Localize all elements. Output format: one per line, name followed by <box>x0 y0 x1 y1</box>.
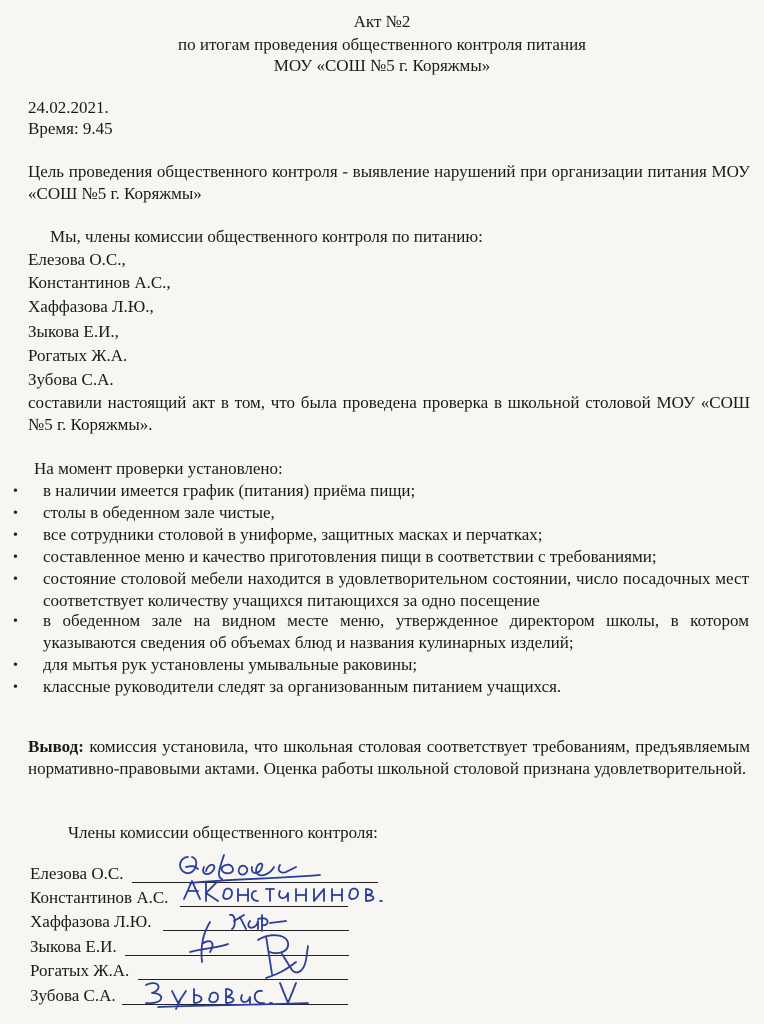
member-3: Хаффазова Л.Ю., <box>28 297 154 316</box>
signer-name-4: Зыкова Е.И. <box>30 937 117 956</box>
finding-item-8: классные руководители следят за организованным питанием учащихся. <box>43 677 562 696</box>
finding-item-6: в обеденном зале на видном месте меню, утвержденное директором школы, в котором указываются сведения об объемах блюд и названия кулинарных изделий; <box>43 611 749 652</box>
commission-statement: составили настоящий акт в том, что была проведена проверка в школьной столовой МОУ «СОШ №5 г. Коряжмы». <box>28 393 750 434</box>
bullet-6: • <box>13 614 18 629</box>
signer-name-1: Елезова О.С. <box>30 864 124 883</box>
document-subtitle: по итогам проведения общественного контроля питания <box>178 35 586 54</box>
bullet-1: • <box>13 484 18 499</box>
document-title: Акт №2 <box>353 12 411 31</box>
signer-name-2: Константинов А.С. <box>30 888 169 907</box>
bullet-2: • <box>13 506 18 521</box>
signatures-heading: Члены комиссии общественного контроля: <box>68 823 378 842</box>
finding-item-1: в наличии имеется график (питания) приёма пищи; <box>43 481 416 500</box>
signature-6 <box>138 975 318 1011</box>
bullet-5: • <box>13 572 18 587</box>
signature-2 <box>180 875 400 909</box>
conclusion-text: комиссия установила, что школьная столовая соответствует требованиям, предъявляемым нормативно-правовыми актами. Оценка работы школьной столовой признана удовлетворительной. <box>28 737 750 778</box>
member-1: Елезова О.С., <box>28 250 126 269</box>
member-5: Рогатых Ж.А. <box>28 346 128 365</box>
signer-name-5: Рогатых Ж.А. <box>30 961 130 980</box>
member-6: Зубова С.А. <box>28 370 114 389</box>
conclusion-label: Вывод: <box>28 737 84 756</box>
document-date: 24.02.2021. <box>28 98 109 117</box>
signer-name-3: Хаффазова Л.Ю. <box>30 912 152 931</box>
finding-item-2: столы в обеденном зале чистые, <box>43 503 275 522</box>
bullet-3: • <box>13 528 18 543</box>
commission-intro: Мы, члены комиссии общественного контроля по питанию: <box>50 227 483 246</box>
conclusion-paragraph <box>28 736 750 780</box>
finding-item-7: для мытья рук установлены умывальные раковины; <box>43 655 418 674</box>
bullet-7: • <box>13 658 18 673</box>
school-name: МОУ «СОШ №5 г. Коряжмы» <box>273 56 491 75</box>
signer-name-6: Зубова С.А. <box>30 986 116 1005</box>
bullet-8: • <box>13 680 18 695</box>
member-4: Зыкова Е.И., <box>28 322 119 341</box>
member-2: Константинов А.С., <box>28 273 171 292</box>
finding-item-5: состояние столовой мебели находится в удовлетворительном состоянии, число посадочных мест соответствует количеству учащихся питающихся за одно посещение <box>43 569 749 610</box>
bullet-4: • <box>13 550 18 565</box>
findings-intro: На момент проверки установлено: <box>34 459 283 478</box>
finding-item-3: все сотрудники столовой в униформе, защитных масках и перчатках; <box>43 525 543 544</box>
purpose-paragraph: Цель проведения общественного контроля - выявление нарушений при организации питания МОУ «СОШ №5 г. Коряжмы» <box>28 162 750 203</box>
finding-item-4: составленное меню и качество приготовления пищи в соответствии с требованиями; <box>43 547 657 566</box>
document-time: Время: 9.45 <box>28 119 113 138</box>
